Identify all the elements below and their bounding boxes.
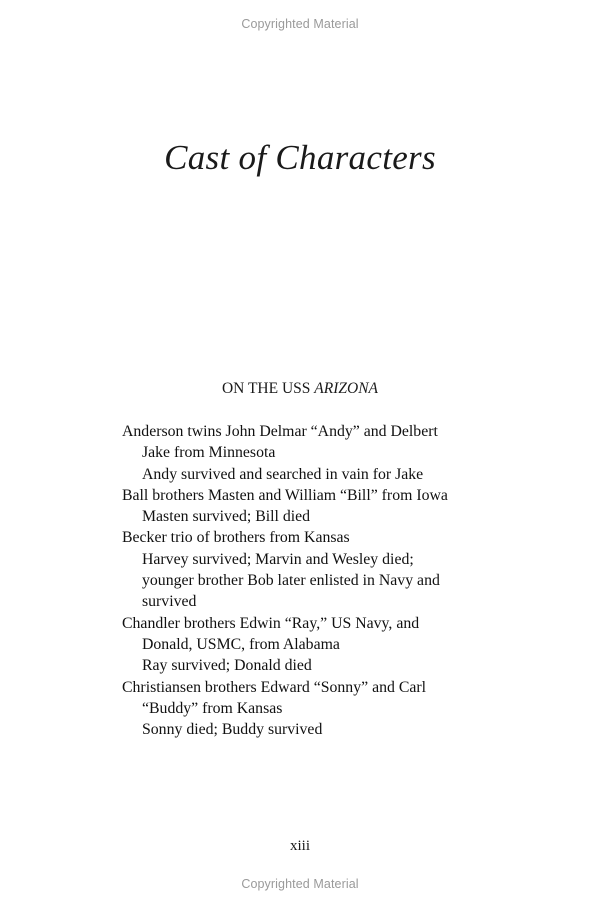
cast-entry <box>122 485 482 528</box>
cast-entry-detail: Donald, USMC, from Alabama <box>142 635 340 653</box>
page-title: Cast of Characters <box>164 138 436 177</box>
cast-entry-names: Anderson twins John Delmar “Andy” and Delbert <box>122 423 438 440</box>
cast-entry-names: Becker trio of brothers from Kansas <box>122 529 350 547</box>
cast-entry-names: Ball brothers Masten and William “Bill” from Iowa <box>122 486 448 504</box>
cast-entry <box>122 677 482 741</box>
cast-entry-detail: Harvey survived; Marvin and Wesley died; <box>142 550 414 568</box>
section-heading-ship-name: ARIZONA <box>314 380 378 397</box>
cast-entry <box>122 527 482 612</box>
cast-entry-detail: survived <box>142 593 197 611</box>
copyright-watermark-bottom: Copyrighted Material <box>241 877 359 891</box>
cast-entry-detail: Andy survived and searched in vain for Jake <box>142 465 424 483</box>
section-heading <box>0 380 600 398</box>
cast-entry-names: Chandler brothers Edwin “Ray,” US Navy, and <box>122 614 420 632</box>
cast-entry-detail: “Buddy” from Kansas <box>142 699 283 717</box>
cast-entry <box>122 613 482 677</box>
cast-entry-detail: Masten survived; Bill died <box>142 508 311 526</box>
cast-entry-names: Christiansen brothers Edward “Sonny” and Carl <box>122 678 427 696</box>
section-heading-prefix: ON THE USS <box>221 380 315 397</box>
cast-entry-detail: Sonny died; Buddy survived <box>142 721 323 739</box>
copyright-watermark-top: Copyrighted Material <box>241 17 359 31</box>
cast-entry-detail: younger brother Bob later enlisted in Navy and <box>142 572 440 590</box>
page-number: xiii <box>289 838 310 854</box>
cast-entry-detail: Jake from Minnesota <box>142 444 276 462</box>
cast-entry <box>122 421 482 485</box>
cast-entry-detail: Ray survived; Donald died <box>142 657 312 675</box>
cast-list <box>122 421 482 740</box>
